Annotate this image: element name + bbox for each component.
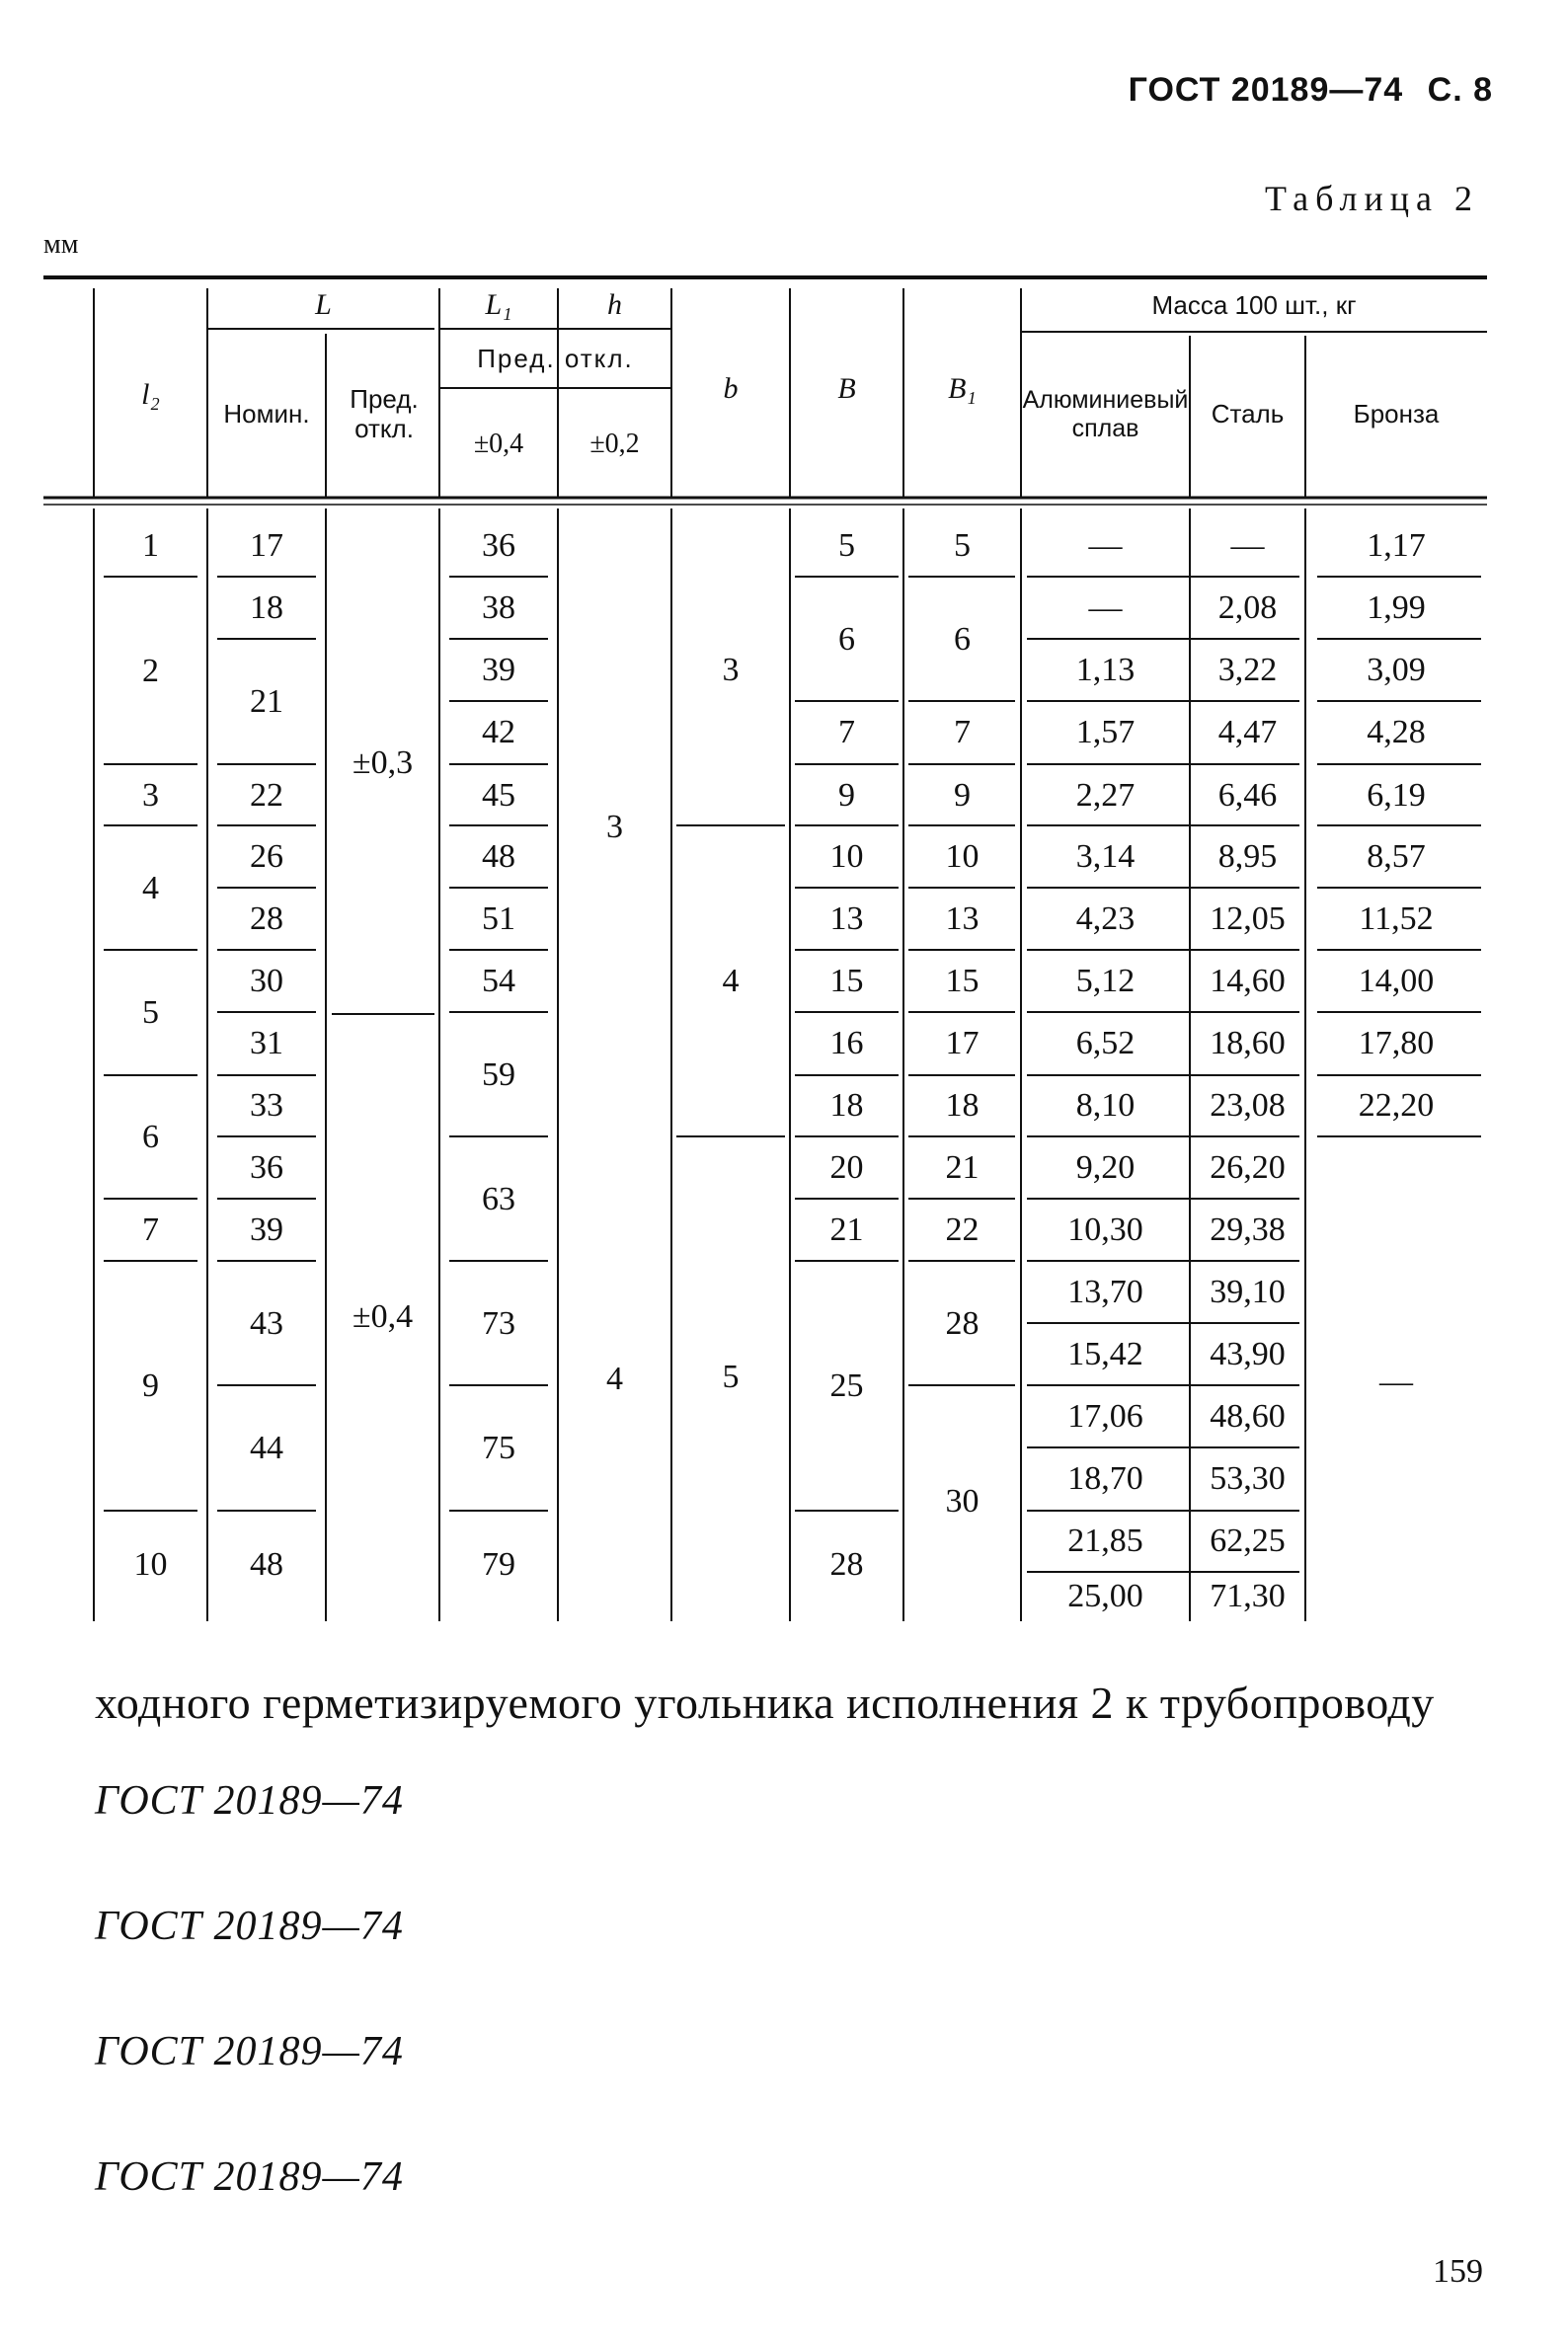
table-cell: 7 [954, 714, 971, 750]
table-cell: 30 [250, 963, 283, 999]
table-cell: 11,52 [1359, 900, 1434, 937]
document-header [1129, 71, 1493, 110]
table-cell: 71,30 [1210, 1578, 1286, 1614]
body-paragraph: ходного герметизируемого угольника исполнения 2 к трубопроводу [95, 1678, 1435, 1728]
table-cell: 45 [482, 777, 515, 814]
table-cell: 6 [142, 1119, 159, 1155]
table-cell: 5 [954, 527, 971, 564]
col-header-L-tol: Пред. откл. [350, 384, 419, 443]
table-cell: 10,30 [1067, 1211, 1143, 1248]
col-header-mass: Масса 100 шт., кг [1151, 290, 1357, 321]
table-cell: 21,85 [1067, 1523, 1143, 1559]
col-header-l2: l₂ [141, 377, 160, 411]
table-cell: 33 [250, 1087, 283, 1124]
table-cell: 21 [829, 1211, 864, 1248]
table-cell: 2,27 [1075, 777, 1136, 814]
table-cell: 1 [142, 527, 159, 564]
table-cell: 48,60 [1210, 1398, 1286, 1435]
gost-reference: ГОСТ 20189—74 [95, 1904, 404, 1949]
table-cell: — [1088, 589, 1123, 626]
table-cell: 63 [482, 1180, 515, 1217]
table-cell: 10 [945, 838, 980, 875]
table-cell: 6 [838, 620, 855, 658]
table-cell: 5 [838, 527, 855, 564]
table-cell: 9 [954, 777, 971, 814]
table-cell: 39,10 [1210, 1274, 1286, 1310]
table-cell: 15 [829, 963, 864, 999]
col-header-steel: Сталь [1211, 399, 1285, 430]
table-cell: 62,25 [1210, 1523, 1286, 1559]
table-cell: 38 [482, 589, 515, 626]
table-cell: 13,70 [1067, 1274, 1143, 1310]
gost-reference: ГОСТ 20189—74 [95, 2154, 404, 2200]
table-cell: 1,17 [1367, 527, 1426, 564]
table-cell: 6 [954, 620, 971, 658]
table-cell: 3 [606, 809, 623, 845]
col-header-B1: B₁ [948, 371, 977, 405]
table-cell: — [1088, 527, 1123, 564]
table-cell: 26,20 [1210, 1149, 1286, 1186]
table-cell: 17 [250, 527, 283, 564]
table-cell: 20 [829, 1149, 864, 1186]
page-label: С. 8 [1427, 71, 1493, 109]
page-number: 159 [1433, 2253, 1483, 2290]
table-cell: 6,46 [1217, 777, 1278, 814]
col-header-b: b [723, 371, 739, 405]
table-caption: Таблица 2 [1265, 179, 1479, 218]
col-header-L1: L₁ [485, 287, 512, 321]
table-cell: 10 [829, 838, 864, 875]
table-cell: 14,60 [1210, 963, 1286, 999]
table-cell: 17 [945, 1025, 980, 1061]
table-cell: 79 [482, 1545, 515, 1583]
table-cell: 39 [482, 652, 515, 688]
table-cell: 48 [250, 1545, 283, 1583]
table-cell: 75 [482, 1430, 515, 1466]
table-cell: — [1379, 1364, 1413, 1400]
col-header-h: h [607, 287, 622, 321]
table-cell: 14,00 [1358, 963, 1435, 999]
table-cell: 6,19 [1367, 777, 1426, 814]
table-cell: 10 [133, 1545, 168, 1583]
table-cell: 4 [142, 870, 159, 906]
table-cell: 28 [829, 1545, 864, 1583]
doc-id: ГОСТ 20189—74 [1128, 71, 1404, 109]
col-header-L: L [315, 287, 332, 321]
table-cell: — [1230, 527, 1265, 564]
table-cell: 18 [829, 1087, 864, 1124]
table-cell: ±0,4 [352, 1298, 414, 1335]
table-cell: 31 [250, 1025, 283, 1061]
table-cell: 25 [829, 1367, 864, 1404]
table-cell: 12,05 [1210, 900, 1286, 937]
table-cell: 25,00 [1067, 1578, 1143, 1614]
table-cell: 73 [482, 1304, 515, 1342]
table-cell: 36 [250, 1149, 283, 1186]
gost-reference: ГОСТ 20189—74 [95, 2029, 404, 2074]
table-cell: 3 [142, 777, 159, 814]
table-cell: 13 [945, 900, 980, 937]
table-cell: 43,90 [1210, 1336, 1286, 1372]
table-cell: 8,95 [1217, 838, 1278, 875]
table-cell: 51 [482, 900, 515, 937]
col-header-h-tol: ±0,2 [589, 428, 640, 459]
table-cell: 8,10 [1075, 1087, 1136, 1124]
table-cell: 5 [722, 1359, 740, 1395]
table-cell: 5,12 [1075, 963, 1136, 999]
table-cell: 3 [722, 652, 740, 688]
table-cell: 44 [250, 1430, 283, 1466]
col-header-L-nom: Номин. [223, 399, 310, 430]
table-cell: 26 [250, 838, 283, 875]
table-cell: 54 [482, 963, 515, 999]
table-cell: 1,99 [1367, 589, 1426, 626]
table-cell: 4,28 [1367, 714, 1426, 750]
table-cell: 30 [945, 1483, 980, 1520]
table-cell: 22 [945, 1211, 980, 1248]
table-cell: 21 [250, 683, 283, 720]
table-cell: 48 [482, 838, 515, 875]
table-cell: 7 [838, 714, 855, 750]
table-cell: 15 [945, 963, 980, 999]
col-header-alum: Алюминиевый сплав [1022, 386, 1189, 442]
table-cell: 8,57 [1367, 838, 1426, 875]
table-cell: 53,30 [1210, 1460, 1286, 1497]
table-cell: 4 [606, 1361, 623, 1397]
table-cell: 9,20 [1075, 1149, 1136, 1186]
col-header-L1-tol: ±0,4 [473, 428, 524, 459]
table-cell: ±0,3 [352, 744, 414, 781]
table-cell: 21 [945, 1149, 980, 1186]
table-cell: 18 [250, 589, 283, 626]
table-cell: 17,80 [1358, 1025, 1435, 1061]
table-cell: 1,13 [1075, 652, 1136, 688]
table-cell: 23,08 [1210, 1087, 1286, 1124]
table-cell: 59 [482, 1055, 515, 1093]
table-cell: 4,23 [1075, 900, 1136, 937]
table-cell: 13 [829, 900, 864, 937]
table-cell: 18 [945, 1087, 980, 1124]
gost-reference: ГОСТ 20189—74 [95, 1778, 404, 1824]
table-cell: 2,08 [1217, 589, 1278, 626]
table-cell: 43 [250, 1304, 283, 1342]
table-cell: 2 [142, 652, 159, 689]
table-cell: 18,70 [1067, 1460, 1143, 1497]
table-cell: 15,42 [1067, 1336, 1143, 1372]
table-cell: 22,20 [1358, 1087, 1435, 1124]
table-cell: 36 [482, 527, 515, 564]
table-cell: 6,52 [1075, 1025, 1136, 1061]
table-cell: 22 [250, 777, 283, 814]
col-header-B: B [837, 371, 856, 405]
table-cell: 28 [945, 1304, 980, 1342]
table-cell: 29,38 [1210, 1211, 1286, 1248]
table-cell: 4,47 [1217, 714, 1278, 750]
col-header-bronze: Бронза [1353, 399, 1440, 430]
table-cell: 3,09 [1367, 652, 1426, 688]
table-cell: 7 [142, 1211, 159, 1248]
col-header-pred-otkl: Пред. откл. [477, 344, 634, 374]
table-cell: 3,14 [1075, 838, 1136, 875]
units-label: мм [43, 229, 79, 260]
table-cell: 9 [142, 1367, 159, 1404]
table-cell: 16 [829, 1025, 864, 1061]
table-cell: 9 [838, 777, 855, 814]
table-cell: 28 [250, 900, 283, 937]
table-cell: 17,06 [1067, 1398, 1143, 1435]
table-cell: 42 [482, 714, 515, 750]
table-cell: 39 [250, 1211, 283, 1248]
table-cell: 3,22 [1217, 652, 1278, 688]
table-cell: 18,60 [1210, 1025, 1286, 1061]
table-cell: 5 [142, 994, 159, 1031]
table-cell: 4 [722, 963, 740, 999]
table-cell: 1,57 [1075, 714, 1136, 750]
